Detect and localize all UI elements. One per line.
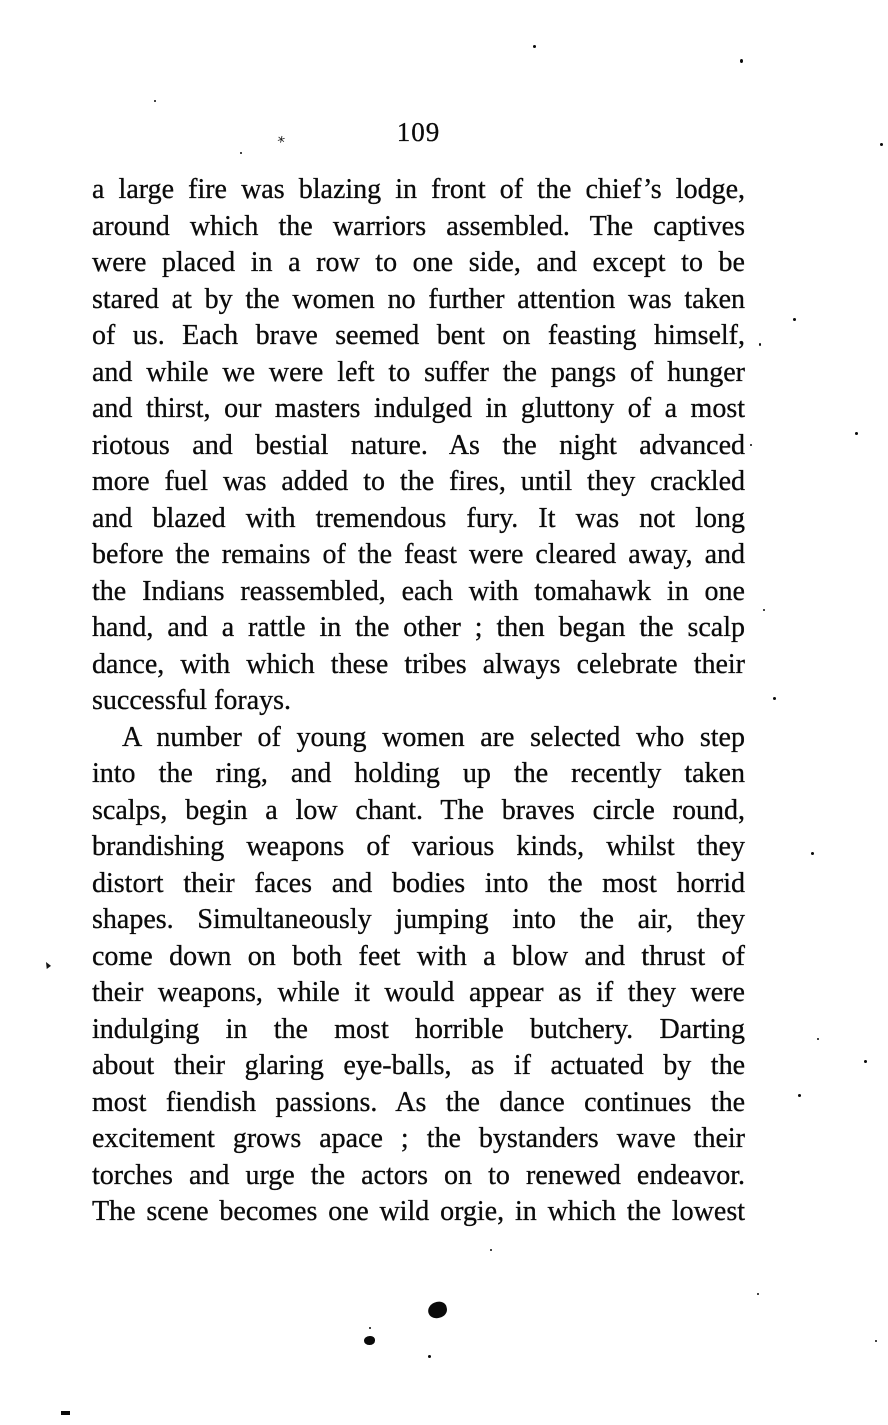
ink-speck xyxy=(759,343,761,346)
ink-blot xyxy=(426,1300,448,1320)
text-line: most fiendish passions. As the dance continues the xyxy=(92,1086,745,1118)
text-line: dance, with which these tribes always celebrate their xyxy=(92,648,745,680)
text-line: more fuel was added to the fires, until they crackled xyxy=(92,466,745,497)
ink-speck xyxy=(533,45,536,48)
text-line: The scene becomes one wild orgie, in which the lowest xyxy=(92,1196,745,1227)
text-line: of us. Each brave seemed bent on feasting himself, xyxy=(92,320,745,351)
ink-speck xyxy=(811,852,814,855)
tick-mark xyxy=(46,962,51,969)
text-line: and while we were left to suffer the pangs of hunger xyxy=(92,356,745,388)
text-line: excitement grows apace ; the bystanders wave their xyxy=(92,1123,745,1154)
text-line: their weapons, while it would appear as if they were xyxy=(92,977,745,1008)
ink-speck xyxy=(428,1355,431,1358)
text-line: about their glaring eye-balls, as if actuated by the xyxy=(92,1050,745,1081)
text-line: indulging in the most horrible butchery. Darting xyxy=(92,1013,745,1045)
ink-speck xyxy=(240,152,242,154)
ink-speck xyxy=(773,697,776,700)
text-line: and blazed with tremendous fury. It was not long xyxy=(92,502,745,534)
ink-speck xyxy=(864,1060,867,1063)
ink-speck xyxy=(154,100,156,102)
text-line: brandishing weapons of various kinds, whilst they xyxy=(92,831,745,862)
text-line: distort their faces and bodies into the most horrid xyxy=(92,867,745,899)
ink-speck xyxy=(490,1249,492,1251)
ink-speck xyxy=(740,59,743,63)
ink-speck xyxy=(798,1094,801,1097)
body-text xyxy=(92,172,745,1231)
text-line: a large fire was blazing in front of the chief’s lodge, xyxy=(92,174,745,205)
text-line: and thirst, our masters indulged in gluttony of a most xyxy=(92,393,745,424)
ink-speck xyxy=(750,444,752,446)
ink-speck xyxy=(793,318,796,321)
text-line: come down on both feet with a blow and thrust of xyxy=(92,940,745,972)
ink-speck xyxy=(757,1293,759,1295)
ink-speck xyxy=(855,432,858,435)
ink-blot xyxy=(364,1336,375,1345)
text-line: torches and urge the actors on to renewed endeavor. xyxy=(92,1159,745,1191)
ink-speck xyxy=(875,1340,877,1342)
text-line: before the remains of the feast were cleared away, and xyxy=(92,539,745,570)
text-line: hand, and a rattle in the other ; then began the scalp xyxy=(92,612,745,643)
ink-speck xyxy=(763,609,765,611)
text-line: scalps, begin a low chant. The braves circle round, xyxy=(92,794,745,826)
text-line: around which the warriors assembled. The captives xyxy=(92,210,745,242)
text-line: were placed in a row to one side, and except to be xyxy=(92,247,745,278)
ink-speck xyxy=(817,1038,819,1040)
text-line: successful forays. xyxy=(92,685,292,716)
text-line: A number of young women are selected who step xyxy=(122,721,745,753)
asterisk-mark: * xyxy=(275,132,287,152)
text-line: into the ring, and holding up the recently taken xyxy=(92,758,745,789)
text-line: the Indians reassembled, each with tomahawk in one xyxy=(92,575,745,607)
text-line: riotous and bestial nature. As the night advanced xyxy=(92,429,745,461)
ink-dash xyxy=(61,1411,70,1415)
text-line: stared at by the women no further attention was taken xyxy=(92,283,745,315)
text-line: shapes. Simultaneously jumping into the air, they xyxy=(92,904,745,935)
page-number: 109 xyxy=(396,117,441,147)
ink-speck xyxy=(369,1327,371,1329)
ink-speck xyxy=(880,143,883,146)
